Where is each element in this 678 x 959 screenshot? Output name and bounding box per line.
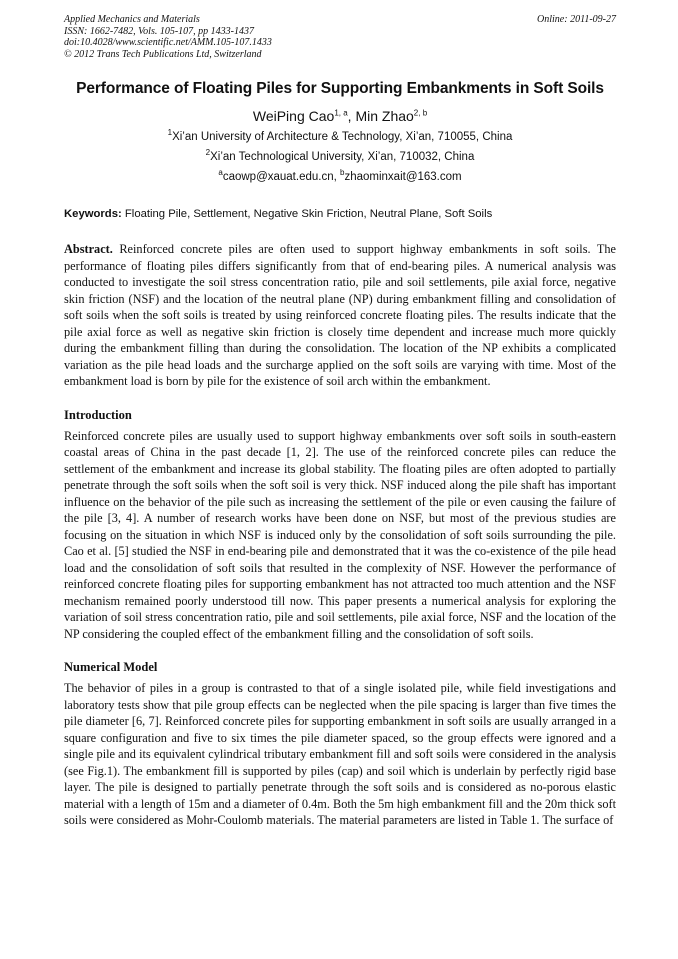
online-date: Online: 2011-09-27 bbox=[537, 14, 616, 25]
keywords bbox=[64, 208, 616, 220]
paper-page bbox=[64, 14, 616, 829]
author-superscript: 2, b bbox=[413, 108, 428, 118]
paper-title: Performance of Floating Piles for Supporting Embankments in Soft Soils bbox=[76, 80, 604, 97]
introduction-paragraph: Reinforced concrete piles are usually used to support highway embankments over soft soils in south-eastern coastal areas of China in the past decade [1, 2]. The use of the reinforced concrete piles can reduce the settlement of the embankment and increase its global stability. The floating piles are often adopted to partially penetrate through the soft soils when the soft soil is very thick. NSF induced along the pile shaft has important influence on the behavior of the pile such as increasing the settlement of the pile or even causing the failure of the pile [3, 4]. A number of research works have been done on NSF, but most of the previous studies are focusing on the situation in which NSF is induced only by the consolidation of soft soils surrounding the pile. Cao et al. [5] studied the NSF in end-bearing pile and demonstrated that it was the co-existence of the pile head load and the consolidation of soft soils that resulted in the complexity of NSF. However the performance of reinforced concrete floating piles for supporting embankment has not attracted too much attention and the NSF mechanism remained poorly understood till now. This paper presents a numerical analysis for exploring the variation of soil stress concentration ratio, pile and soil settlements, pile axial force, NSF and the location of the NP considering the coupled effect of the embankment filling and the consolidation of soft soils. bbox=[64, 428, 616, 641]
journal-header bbox=[64, 14, 616, 60]
copyright-line: © 2012 Trans Tech Publications Ltd, Switzerland bbox=[64, 48, 262, 60]
doi-line: doi:10.4028/www.scientific.net/AMM.105-107.1433 bbox=[64, 37, 272, 48]
email-superscript: a bbox=[218, 168, 223, 178]
email-superscript: b bbox=[340, 168, 345, 178]
affiliation-1 bbox=[64, 130, 616, 144]
section-heading-numerical-model: Numerical Model bbox=[64, 660, 158, 674]
author-superscript: 1, a bbox=[334, 108, 348, 118]
email-address: zhaominxait@163.com bbox=[344, 171, 462, 183]
affiliation-text: Xi’an Technological University, Xi’an, 710032, China bbox=[210, 151, 475, 163]
numerical-model-paragraph: The behavior of piles in a group is contrasted to that of a single isolated pile, while field investigations and laboratory tests show that pile group effects can be neglected when the pile spacing is larger than five times the pile diameter [6, 7]. Reinforced concrete piles for supporting embankment in soft soils are usually arranged in a square configuration and five to six times the pile diameter spaced, so the group effects were ignored and a single pile and its equivalent cylindrical tributary embankment fill and soft soils were considered in the analysis (see Fig.1). The embankment fill is supported by piles (cap) and soil which is underlain by perfectly rigid base layer. The pile is designed to partially penetrate through the soft soils and is considered as no-porous elastic material with a length of 15m and a diameter of 0.4m. Both the 5m high embankment fill and the 20m thick soft soils were considered as Mohr-Coulomb materials. The material parameters are listed in Table 1. The surface of bbox=[64, 681, 616, 827]
affiliation-superscript: 2 bbox=[205, 148, 211, 158]
author-name: Min Zhao bbox=[355, 108, 414, 124]
affiliation-text: Xi’an University of Architecture & Technology, Xi’an, 710055, China bbox=[172, 131, 513, 143]
journal-name: Applied Mechanics and Materials bbox=[64, 14, 200, 25]
issn-line: ISSN: 1662-7482, Vols. 105-107, pp 1433-1437 bbox=[64, 25, 254, 37]
author-name: WeiPing Cao bbox=[252, 108, 335, 124]
abstract-text: Reinforced concrete piles are often used to support highway embankments in soft soils. The performance of floating piles differs significantly from that of end-bearing piles. A numerical analysis was conducted to investigate the soil stress concentration ratio, pile and soil settlements, pile axial force, negative skin friction (NSF) and the location of the neutral plane (NP) during embankment filling and consolidation of soft soils when the soft soils is treated by using reinforced concrete floating piles. The results indicate that the pile axial force as well as negative skin friction is closely time dependent and increase much more quickly during the embankment filling than during the consolidation. The location of the NP exhibits a complicated variation as the pile head loads and the surcharge applied on the soft soils are varying with time. Most of the embankment load is born by pile for the existence of soil arch within the embankment. bbox=[64, 242, 616, 388]
email-address: caowp@xauat.edu.cn, bbox=[222, 171, 340, 183]
journal-info bbox=[64, 14, 272, 60]
keywords-text: Floating Pile, Settlement, Negative Skin Friction, Neutral Plane, Soft Soils bbox=[121, 208, 493, 220]
abstract bbox=[64, 241, 616, 390]
keywords-label: Keywords: bbox=[64, 208, 122, 220]
section-heading-introduction: Introduction bbox=[64, 407, 132, 422]
author-line bbox=[64, 108, 616, 124]
affiliation-superscript: 1 bbox=[167, 128, 173, 138]
author-separator: , bbox=[347, 108, 356, 124]
affiliation-2 bbox=[64, 150, 616, 164]
abstract-label: Abstract. bbox=[64, 242, 113, 256]
email-line bbox=[64, 170, 616, 184]
